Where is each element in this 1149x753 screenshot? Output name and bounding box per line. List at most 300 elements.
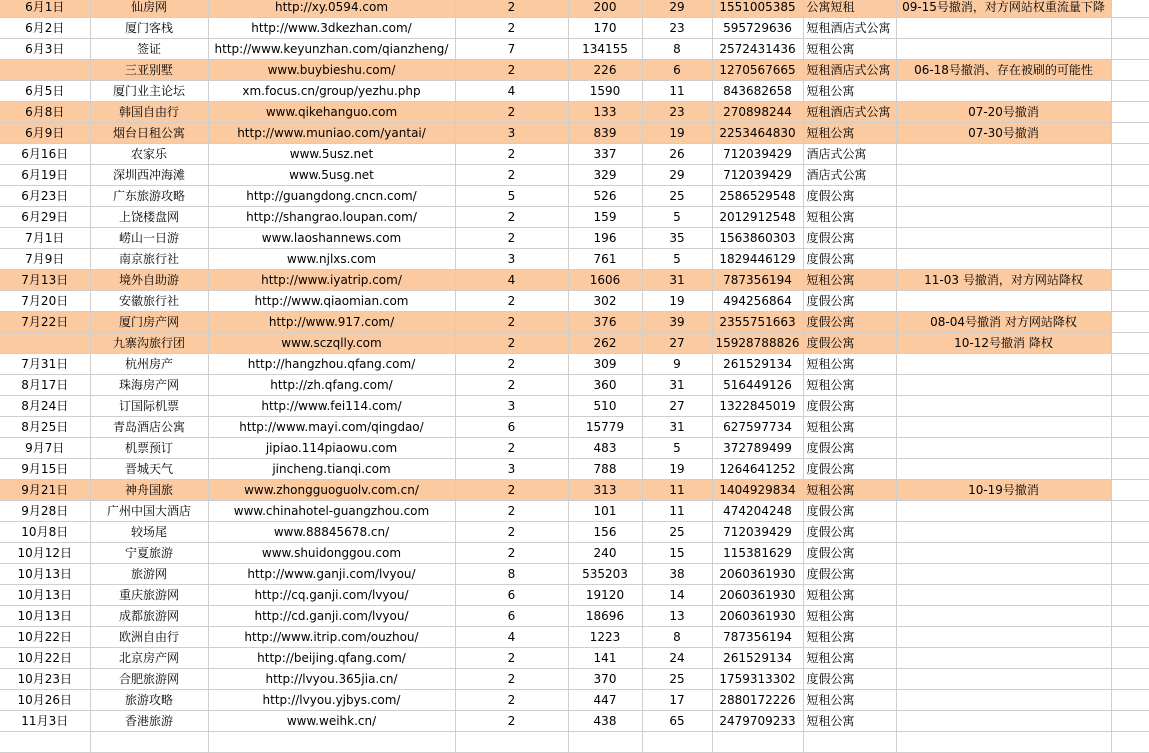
cell-site-name[interactable]: 成都旅游网 [90, 606, 208, 627]
cell-type[interactable]: 度假公寓 [803, 186, 896, 207]
cell-pr[interactable]: 4 [455, 627, 568, 648]
cell-site-name[interactable]: 三亚别墅 [90, 60, 208, 81]
cell-pr[interactable]: 2 [455, 207, 568, 228]
cell-site-name[interactable]: 厦门业主论坛 [90, 81, 208, 102]
cell-count[interactable]: 447 [568, 690, 642, 711]
cell-url[interactable]: http://cd.ganji.com/lvyou/ [208, 606, 455, 627]
cell-url[interactable]: www.qikehanguo.com [208, 102, 455, 123]
cell-days[interactable]: 31 [642, 417, 712, 438]
cell-type[interactable]: 短租公寓 [803, 354, 896, 375]
cell-days[interactable]: 5 [642, 249, 712, 270]
cell-qq[interactable]: 1404929834 [712, 480, 803, 501]
cell-note[interactable] [896, 627, 1111, 648]
cell-empty[interactable] [1111, 396, 1149, 417]
cell-type[interactable]: 短租公寓 [803, 690, 896, 711]
cell-qq[interactable]: 1551005385 [712, 0, 803, 18]
cell-empty[interactable] [1111, 333, 1149, 354]
cell-type[interactable]: 短租公寓 [803, 270, 896, 291]
cell-site-name[interactable]: 韩国自由行 [90, 102, 208, 123]
cell-qq[interactable]: 2060361930 [712, 564, 803, 585]
cell-empty[interactable] [1111, 186, 1149, 207]
cell-type[interactable]: 度假公寓 [803, 543, 896, 564]
cell-empty[interactable] [1111, 0, 1149, 18]
cell-empty[interactable] [1111, 102, 1149, 123]
cell-url[interactable]: jipiao.114piaowu.com [208, 438, 455, 459]
cell-days[interactable]: 9 [642, 354, 712, 375]
cell-note[interactable] [896, 690, 1111, 711]
cell-site-name[interactable]: 上饶楼盘网 [90, 207, 208, 228]
cell-count[interactable]: 329 [568, 165, 642, 186]
cell-url[interactable]: http://lvyou.365jia.cn/ [208, 669, 455, 690]
cell-type[interactable]: 酒店式公寓 [803, 165, 896, 186]
cell-note[interactable] [896, 81, 1111, 102]
cell-date[interactable]: 6月16日 [0, 144, 90, 165]
cell-count[interactable]: 101 [568, 501, 642, 522]
cell-pr[interactable]: 2 [455, 60, 568, 81]
cell-pr[interactable]: 4 [455, 81, 568, 102]
cell-site-name[interactable]: 珠海房产网 [90, 375, 208, 396]
cell-qq[interactable]: 712039429 [712, 144, 803, 165]
cell-count[interactable]: 1590 [568, 81, 642, 102]
cell-note[interactable] [896, 249, 1111, 270]
cell-empty[interactable] [1111, 375, 1149, 396]
cell-count[interactable]: 133 [568, 102, 642, 123]
cell-count[interactable]: 309 [568, 354, 642, 375]
cell-type[interactable]: 短租公寓 [803, 123, 896, 144]
cell-url[interactable]: http://www.917.com/ [208, 312, 455, 333]
cell-count[interactable]: 134155 [568, 39, 642, 60]
cell-note[interactable]: 07-30号撤消 [896, 123, 1111, 144]
cell-date[interactable] [0, 732, 90, 753]
cell-note[interactable] [896, 459, 1111, 480]
cell-type[interactable]: 短租酒店式公寓 [803, 60, 896, 81]
cell-site-name[interactable]: 广州中国大酒店 [90, 501, 208, 522]
cell-url[interactable]: www.zhongguoguolv.com.cn/ [208, 480, 455, 501]
cell-days[interactable]: 24 [642, 648, 712, 669]
cell-date[interactable]: 6月29日 [0, 207, 90, 228]
cell-site-name[interactable]: 宁夏旅游 [90, 543, 208, 564]
cell-url[interactable]: www.88845678.cn/ [208, 522, 455, 543]
cell-url[interactable]: http://www.muniao.com/yantai/ [208, 123, 455, 144]
cell-count[interactable]: 15779 [568, 417, 642, 438]
cell-days[interactable]: 19 [642, 123, 712, 144]
cell-date[interactable]: 8月25日 [0, 417, 90, 438]
cell-type[interactable]: 度假公寓 [803, 564, 896, 585]
cell-qq[interactable]: 2060361930 [712, 606, 803, 627]
cell-pr[interactable]: 3 [455, 249, 568, 270]
cell-days[interactable]: 38 [642, 564, 712, 585]
cell-site-name[interactable]: 烟台日租公寓 [90, 123, 208, 144]
cell-empty[interactable] [1111, 501, 1149, 522]
cell-qq[interactable]: 2880172226 [712, 690, 803, 711]
cell-qq[interactable]: 516449126 [712, 375, 803, 396]
cell-site-name[interactable]: 安徽旅行社 [90, 291, 208, 312]
cell-type[interactable]: 酒店式公寓 [803, 144, 896, 165]
cell-empty[interactable] [1111, 585, 1149, 606]
cell-empty[interactable] [1111, 123, 1149, 144]
cell-type[interactable]: 度假公寓 [803, 522, 896, 543]
cell-url[interactable]: www.laoshannews.com [208, 228, 455, 249]
cell-type[interactable]: 短租公寓 [803, 480, 896, 501]
cell-date[interactable]: 10月22日 [0, 627, 90, 648]
cell-days[interactable]: 17 [642, 690, 712, 711]
cell-empty[interactable] [1111, 459, 1149, 480]
cell-url[interactable]: http://www.mayi.com/qingdao/ [208, 417, 455, 438]
cell-count[interactable]: 141 [568, 648, 642, 669]
cell-pr[interactable]: 2 [455, 501, 568, 522]
cell-date[interactable]: 6月3日 [0, 39, 90, 60]
cell-pr[interactable]: 7 [455, 39, 568, 60]
cell-empty[interactable] [1111, 522, 1149, 543]
cell-count[interactable]: 170 [568, 18, 642, 39]
cell-type[interactable]: 度假公寓 [803, 459, 896, 480]
cell-empty[interactable] [1111, 39, 1149, 60]
cell-type[interactable]: 短租公寓 [803, 711, 896, 732]
cell-url[interactable]: http://shangrao.loupan.com/ [208, 207, 455, 228]
cell-pr[interactable]: 2 [455, 18, 568, 39]
cell-type[interactable]: 度假公寓 [803, 312, 896, 333]
cell-site-name[interactable]: 机票预订 [90, 438, 208, 459]
cell-date[interactable]: 7月1日 [0, 228, 90, 249]
cell-note[interactable] [896, 396, 1111, 417]
cell-url[interactable]: jincheng.tianqi.com [208, 459, 455, 480]
cell-note[interactable] [896, 186, 1111, 207]
cell-qq[interactable]: 2586529548 [712, 186, 803, 207]
cell-date[interactable]: 10月22日 [0, 648, 90, 669]
cell-count[interactable]: 337 [568, 144, 642, 165]
cell-empty[interactable] [1111, 207, 1149, 228]
cell-empty[interactable] [1111, 732, 1149, 753]
cell-qq[interactable]: 2012912548 [712, 207, 803, 228]
cell-url[interactable]: www.sczqlly.com [208, 333, 455, 354]
cell-pr[interactable]: 2 [455, 375, 568, 396]
cell-site-name[interactable]: 欧洲自由行 [90, 627, 208, 648]
cell-site-name[interactable]: 神舟国旅 [90, 480, 208, 501]
cell-count[interactable]: 262 [568, 333, 642, 354]
cell-url[interactable] [208, 732, 455, 753]
cell-url[interactable]: xm.focus.cn/group/yezhu.php [208, 81, 455, 102]
cell-date[interactable]: 6月2日 [0, 18, 90, 39]
cell-note[interactable] [896, 39, 1111, 60]
cell-date[interactable]: 9月7日 [0, 438, 90, 459]
cell-qq[interactable]: 15928788826 [712, 333, 803, 354]
cell-url[interactable]: http://www.keyunzhan.com/qianzheng/ [208, 39, 455, 60]
cell-days[interactable]: 25 [642, 186, 712, 207]
cell-type[interactable]: 度假公寓 [803, 333, 896, 354]
cell-type[interactable]: 度假公寓 [803, 228, 896, 249]
cell-pr[interactable]: 8 [455, 564, 568, 585]
cell-days[interactable]: 14 [642, 585, 712, 606]
cell-pr[interactable]: 2 [455, 669, 568, 690]
cell-days[interactable]: 27 [642, 333, 712, 354]
cell-type[interactable]: 公寓短租 [803, 0, 896, 18]
cell-days[interactable]: 23 [642, 102, 712, 123]
cell-pr[interactable]: 2 [455, 522, 568, 543]
cell-site-name[interactable]: 厦门房产网 [90, 312, 208, 333]
cell-type[interactable]: 短租公寓 [803, 39, 896, 60]
cell-empty[interactable] [1111, 312, 1149, 333]
cell-note[interactable]: 10-19号撤消 [896, 480, 1111, 501]
cell-days[interactable]: 29 [642, 0, 712, 18]
cell-site-name[interactable]: 订国际机票 [90, 396, 208, 417]
cell-days[interactable]: 15 [642, 543, 712, 564]
cell-date[interactable]: 10月26日 [0, 690, 90, 711]
cell-days[interactable]: 5 [642, 207, 712, 228]
cell-url[interactable]: http://zh.qfang.com/ [208, 375, 455, 396]
cell-pr[interactable] [455, 732, 568, 753]
cell-pr[interactable]: 2 [455, 102, 568, 123]
cell-note[interactable] [896, 207, 1111, 228]
cell-days[interactable]: 27 [642, 396, 712, 417]
cell-note[interactable] [896, 438, 1111, 459]
cell-type[interactable]: 短租公寓 [803, 417, 896, 438]
cell-pr[interactable]: 2 [455, 144, 568, 165]
cell-site-name[interactable]: 青岛酒店公寓 [90, 417, 208, 438]
cell-note[interactable] [896, 375, 1111, 396]
cell-site-name[interactable]: 深圳西冲海滩 [90, 165, 208, 186]
cell-pr[interactable]: 3 [455, 396, 568, 417]
cell-url[interactable]: http://www.qiaomian.com [208, 291, 455, 312]
cell-date[interactable]: 9月21日 [0, 480, 90, 501]
cell-date[interactable]: 10月12日 [0, 543, 90, 564]
cell-note[interactable] [896, 228, 1111, 249]
cell-days[interactable]: 39 [642, 312, 712, 333]
cell-url[interactable]: www.njlxs.com [208, 249, 455, 270]
cell-qq[interactable]: 843682658 [712, 81, 803, 102]
cell-type[interactable]: 短租公寓 [803, 606, 896, 627]
cell-pr[interactable]: 2 [455, 165, 568, 186]
cell-pr[interactable]: 2 [455, 0, 568, 18]
cell-qq[interactable]: 494256864 [712, 291, 803, 312]
cell-count[interactable]: 788 [568, 459, 642, 480]
cell-url[interactable]: http://www.ganji.com/lvyou/ [208, 564, 455, 585]
cell-count[interactable]: 376 [568, 312, 642, 333]
cell-date[interactable]: 6月9日 [0, 123, 90, 144]
cell-type[interactable]: 度假公寓 [803, 438, 896, 459]
cell-site-name[interactable]: 较场尾 [90, 522, 208, 543]
cell-pr[interactable]: 2 [455, 648, 568, 669]
cell-days[interactable]: 65 [642, 711, 712, 732]
cell-empty[interactable] [1111, 543, 1149, 564]
cell-url[interactable]: www.5usz.net [208, 144, 455, 165]
cell-count[interactable]: 761 [568, 249, 642, 270]
cell-qq[interactable]: 712039429 [712, 165, 803, 186]
cell-note[interactable] [896, 669, 1111, 690]
cell-date[interactable]: 9月28日 [0, 501, 90, 522]
cell-empty[interactable] [1111, 165, 1149, 186]
cell-type[interactable]: 度假公寓 [803, 249, 896, 270]
cell-empty[interactable] [1111, 270, 1149, 291]
cell-note[interactable] [896, 648, 1111, 669]
cell-pr[interactable]: 6 [455, 585, 568, 606]
cell-qq[interactable]: 1563860303 [712, 228, 803, 249]
cell-note[interactable] [896, 606, 1111, 627]
cell-qq[interactable]: 2572431436 [712, 39, 803, 60]
cell-empty[interactable] [1111, 60, 1149, 81]
cell-empty[interactable] [1111, 627, 1149, 648]
cell-date[interactable]: 9月15日 [0, 459, 90, 480]
cell-qq[interactable]: 787356194 [712, 627, 803, 648]
cell-qq[interactable]: 2479709233 [712, 711, 803, 732]
cell-date[interactable]: 7月22日 [0, 312, 90, 333]
cell-days[interactable]: 25 [642, 522, 712, 543]
cell-date[interactable]: 6月23日 [0, 186, 90, 207]
cell-qq[interactable]: 712039429 [712, 522, 803, 543]
cell-count[interactable]: 19120 [568, 585, 642, 606]
cell-site-name[interactable]: 合肥旅游网 [90, 669, 208, 690]
cell-url[interactable]: http://hangzhou.qfang.com/ [208, 354, 455, 375]
cell-count[interactable]: 1223 [568, 627, 642, 648]
cell-empty[interactable] [1111, 18, 1149, 39]
cell-pr[interactable]: 2 [455, 312, 568, 333]
cell-site-name[interactable]: 境外自助游 [90, 270, 208, 291]
cell-date[interactable]: 6月1日 [0, 0, 90, 18]
cell-pr[interactable]: 2 [455, 291, 568, 312]
cell-site-name[interactable]: 崂山一日游 [90, 228, 208, 249]
cell-date[interactable]: 7月13日 [0, 270, 90, 291]
cell-type[interactable]: 度假公寓 [803, 396, 896, 417]
cell-qq[interactable]: 1759313302 [712, 669, 803, 690]
cell-empty[interactable] [1111, 144, 1149, 165]
cell-count[interactable]: 526 [568, 186, 642, 207]
cell-date[interactable]: 10月13日 [0, 564, 90, 585]
cell-note[interactable] [896, 417, 1111, 438]
cell-empty[interactable] [1111, 291, 1149, 312]
cell-count[interactable]: 159 [568, 207, 642, 228]
cell-note[interactable] [896, 291, 1111, 312]
cell-url[interactable]: http://www.iyatrip.com/ [208, 270, 455, 291]
cell-date[interactable]: 10月13日 [0, 585, 90, 606]
cell-note[interactable] [896, 18, 1111, 39]
cell-date[interactable]: 6月5日 [0, 81, 90, 102]
cell-date[interactable]: 10月8日 [0, 522, 90, 543]
cell-qq[interactable]: 1264641252 [712, 459, 803, 480]
cell-qq[interactable]: 1829446129 [712, 249, 803, 270]
cell-url[interactable]: http://www.itrip.com/ouzhou/ [208, 627, 455, 648]
cell-empty[interactable] [1111, 606, 1149, 627]
cell-count[interactable]: 438 [568, 711, 642, 732]
cell-qq[interactable]: 2060361930 [712, 585, 803, 606]
cell-note[interactable]: 10-12号撤消 降权 [896, 333, 1111, 354]
cell-note[interactable] [896, 522, 1111, 543]
cell-url[interactable]: http://www.3dkezhan.com/ [208, 18, 455, 39]
cell-note[interactable] [896, 165, 1111, 186]
cell-date[interactable]: 10月23日 [0, 669, 90, 690]
cell-count[interactable]: 839 [568, 123, 642, 144]
cell-days[interactable]: 6 [642, 60, 712, 81]
cell-count[interactable]: 370 [568, 669, 642, 690]
cell-count[interactable]: 535203 [568, 564, 642, 585]
cell-url[interactable]: http://xy.0594.com [208, 0, 455, 18]
cell-count[interactable]: 240 [568, 543, 642, 564]
cell-date[interactable]: 7月20日 [0, 291, 90, 312]
cell-qq[interactable]: 595729636 [712, 18, 803, 39]
cell-qq[interactable]: 1270567665 [712, 60, 803, 81]
cell-qq[interactable]: 1322845019 [712, 396, 803, 417]
cell-note[interactable] [896, 564, 1111, 585]
cell-type[interactable]: 度假公寓 [803, 669, 896, 690]
cell-type[interactable]: 度假公寓 [803, 291, 896, 312]
cell-pr[interactable]: 2 [455, 228, 568, 249]
cell-count[interactable]: 483 [568, 438, 642, 459]
cell-type[interactable]: 度假公寓 [803, 501, 896, 522]
cell-note[interactable] [896, 543, 1111, 564]
cell-qq[interactable]: 627597734 [712, 417, 803, 438]
cell-url[interactable]: www.chinahotel-guangzhou.com [208, 501, 455, 522]
cell-site-name[interactable] [90, 732, 208, 753]
cell-note[interactable]: 08-04号撤消 对方网站降权 [896, 312, 1111, 333]
cell-qq[interactable]: 474204248 [712, 501, 803, 522]
cell-date[interactable]: 11月3日 [0, 711, 90, 732]
cell-days[interactable] [642, 732, 712, 753]
cell-url[interactable]: www.5usg.net [208, 165, 455, 186]
cell-qq[interactable] [712, 732, 803, 753]
cell-days[interactable]: 19 [642, 291, 712, 312]
cell-type[interactable]: 短租公寓 [803, 648, 896, 669]
cell-days[interactable]: 11 [642, 81, 712, 102]
cell-pr[interactable]: 2 [455, 690, 568, 711]
cell-url[interactable]: http://guangdong.cncn.com/ [208, 186, 455, 207]
cell-count[interactable]: 313 [568, 480, 642, 501]
cell-qq[interactable]: 2253464830 [712, 123, 803, 144]
cell-date[interactable]: 8月17日 [0, 375, 90, 396]
cell-count[interactable]: 510 [568, 396, 642, 417]
cell-empty[interactable] [1111, 564, 1149, 585]
cell-pr[interactable]: 6 [455, 417, 568, 438]
cell-empty[interactable] [1111, 669, 1149, 690]
cell-days[interactable]: 8 [642, 627, 712, 648]
cell-note[interactable] [896, 585, 1111, 606]
cell-qq[interactable]: 372789499 [712, 438, 803, 459]
cell-site-name[interactable]: 晋城天气 [90, 459, 208, 480]
cell-qq[interactable]: 270898244 [712, 102, 803, 123]
cell-count[interactable]: 360 [568, 375, 642, 396]
cell-pr[interactable]: 3 [455, 123, 568, 144]
cell-empty[interactable] [1111, 354, 1149, 375]
cell-days[interactable]: 23 [642, 18, 712, 39]
cell-count[interactable] [568, 732, 642, 753]
cell-days[interactable]: 31 [642, 270, 712, 291]
cell-empty[interactable] [1111, 690, 1149, 711]
cell-pr[interactable]: 4 [455, 270, 568, 291]
cell-empty[interactable] [1111, 438, 1149, 459]
cell-empty[interactable] [1111, 81, 1149, 102]
cell-note[interactable] [896, 354, 1111, 375]
cell-type[interactable]: 短租公寓 [803, 627, 896, 648]
cell-date[interactable]: 8月24日 [0, 396, 90, 417]
cell-pr[interactable]: 2 [455, 354, 568, 375]
cell-site-name[interactable]: 广东旅游攻略 [90, 186, 208, 207]
cell-days[interactable]: 29 [642, 165, 712, 186]
cell-empty[interactable] [1111, 228, 1149, 249]
cell-count[interactable]: 200 [568, 0, 642, 18]
cell-note[interactable] [896, 144, 1111, 165]
cell-url[interactable]: www.shuidonggou.com [208, 543, 455, 564]
cell-pr[interactable]: 3 [455, 459, 568, 480]
cell-note[interactable] [896, 711, 1111, 732]
cell-days[interactable]: 31 [642, 375, 712, 396]
cell-note[interactable]: 09-15号撤消，对方网站权重流量下降 [896, 0, 1111, 18]
cell-url[interactable]: http://www.fei114.com/ [208, 396, 455, 417]
cell-site-name[interactable]: 旅游攻略 [90, 690, 208, 711]
cell-site-name[interactable]: 农家乐 [90, 144, 208, 165]
cell-pr[interactable]: 2 [455, 333, 568, 354]
cell-type[interactable]: 短租公寓 [803, 81, 896, 102]
cell-type[interactable]: 短租酒店式公寓 [803, 18, 896, 39]
cell-days[interactable]: 8 [642, 39, 712, 60]
cell-qq[interactable]: 787356194 [712, 270, 803, 291]
cell-count[interactable]: 1606 [568, 270, 642, 291]
